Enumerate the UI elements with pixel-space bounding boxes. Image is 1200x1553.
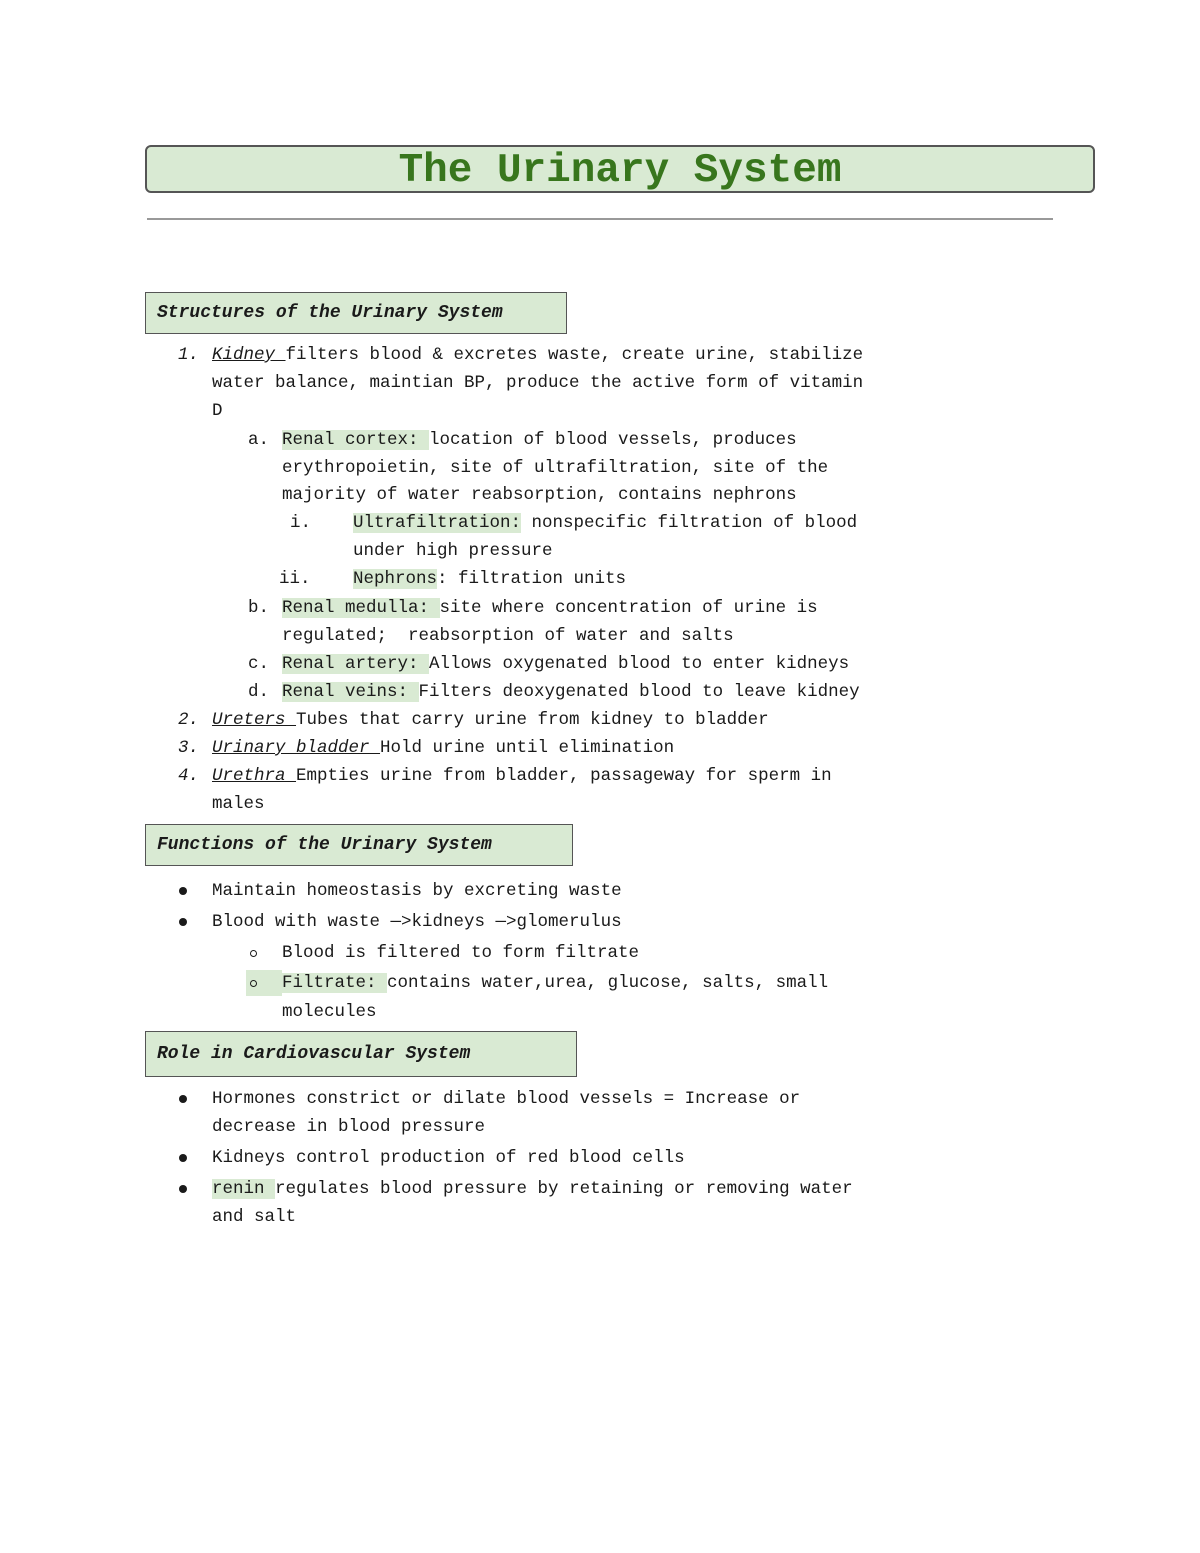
horizontal-rule: [147, 218, 1053, 220]
text-line: Hold urine until elimination: [380, 738, 675, 758]
text-line: and salt: [212, 1207, 297, 1227]
list-item-nephrons: [353, 567, 626, 591]
title-banner: [145, 145, 1095, 193]
list-number: 4.: [178, 766, 200, 786]
list-letter: a.: [248, 430, 270, 450]
list-number: 1.: [178, 345, 200, 365]
list-item: Maintain homeostasis by excreting waste: [212, 881, 622, 901]
text-line: water balance, maintian BP, produce the active form of vitamin: [212, 373, 864, 393]
section-heading-functions: [145, 824, 573, 866]
list-item: Kidneys control production of red blood cells: [212, 1148, 685, 1168]
text-line: Filters deoxygenated blood to leave kidney: [418, 682, 860, 702]
list-letter: c.: [248, 654, 270, 674]
list-item-ultrafiltration: [353, 511, 857, 535]
list-roman: i.: [290, 513, 312, 533]
list-item-renin: [212, 1177, 853, 1201]
text-line: regulates blood pressure by retaining or removing water: [275, 1179, 853, 1199]
list-item-kidney: [212, 343, 863, 367]
list-item-renal-veins: [282, 680, 860, 704]
list-item-urinary-bladder: [212, 736, 674, 760]
term-ureters: Ureters: [212, 710, 297, 730]
text-line: regulated; reabsorption of water and salts: [282, 626, 734, 646]
list-item: Blood with waste —>kidneys —>glomerulus: [212, 912, 622, 932]
bullet-icon: [179, 1185, 187, 1193]
text-line: molecules: [282, 1002, 377, 1022]
bullet-icon: [179, 887, 187, 895]
list-letter: d.: [248, 682, 270, 702]
text-line: contains water,urea, glucose, salts, small: [387, 973, 829, 993]
list-item-filtrate: [282, 971, 828, 995]
text-line: D: [212, 401, 223, 421]
term-renal-veins: Renal veins:: [282, 682, 419, 702]
text-line: nonspecific filtration of blood: [521, 513, 858, 533]
list-item: Hormones constrict or dilate blood vessels = Increase or: [212, 1089, 801, 1109]
term-renal-artery: Renal artery:: [282, 654, 430, 674]
text-line: : filtration units: [437, 569, 627, 589]
list-item: Blood is filtered to form filtrate: [282, 943, 640, 963]
list-letter: b.: [248, 598, 270, 618]
list-number: 2.: [178, 710, 200, 730]
term-renin: renin: [212, 1179, 276, 1199]
text-line: Tubes that carry urine from kidney to bladder: [296, 710, 769, 730]
text-line: Empties urine from bladder, passageway for sperm in: [296, 766, 832, 786]
term-kidney: Kidney: [212, 345, 286, 365]
term-filtrate: Filtrate:: [282, 973, 388, 993]
hollow-bullet-icon: [250, 950, 257, 957]
text-line: majority of water reabsorption, contains nephrons: [282, 485, 797, 505]
list-item-ureters: [212, 708, 769, 732]
term-ultrafiltration: Ultrafiltration:: [353, 513, 522, 533]
list-item-renal-medulla: [282, 596, 818, 620]
term-urinary-bladder: Urinary bladder: [212, 738, 381, 758]
term-renal-medulla: Renal medulla:: [282, 598, 440, 618]
text-line: males: [212, 794, 265, 814]
text-line: site where concentration of urine is: [439, 598, 818, 618]
page-title: The Urinary System: [398, 148, 842, 194]
section-heading-structures: [145, 292, 567, 334]
text-line: location of blood vessels, produces: [429, 430, 797, 450]
term-nephrons: Nephrons: [353, 569, 438, 589]
section-heading-text: Role in Cardiovascular System: [157, 1044, 471, 1064]
list-item-urethra: [212, 764, 832, 788]
list-item-renal-artery: [282, 652, 849, 676]
text-line: decrease in blood pressure: [212, 1117, 486, 1137]
hollow-bullet-icon: [250, 980, 257, 987]
section-heading-text: Functions of the Urinary System: [157, 835, 492, 855]
text-line: filters blood & excretes waste, create urine, stabilize: [285, 345, 864, 365]
list-roman: ii.: [279, 569, 311, 589]
list-number: 3.: [178, 738, 200, 758]
text-line: under high pressure: [353, 541, 553, 561]
section-heading-cardio: [145, 1031, 577, 1077]
term-renal-cortex: Renal cortex:: [282, 430, 430, 450]
section-heading-text: Structures of the Urinary System: [157, 303, 503, 323]
bullet-icon: [179, 1154, 187, 1162]
list-item-renal-cortex: [282, 428, 797, 452]
text-line: Allows oxygenated blood to enter kidneys: [429, 654, 850, 674]
bullet-icon: [179, 1095, 187, 1103]
term-urethra: Urethra: [212, 766, 297, 786]
text-line: erythropoietin, site of ultrafiltration, site of the: [282, 458, 829, 478]
bullet-icon: [179, 918, 187, 926]
